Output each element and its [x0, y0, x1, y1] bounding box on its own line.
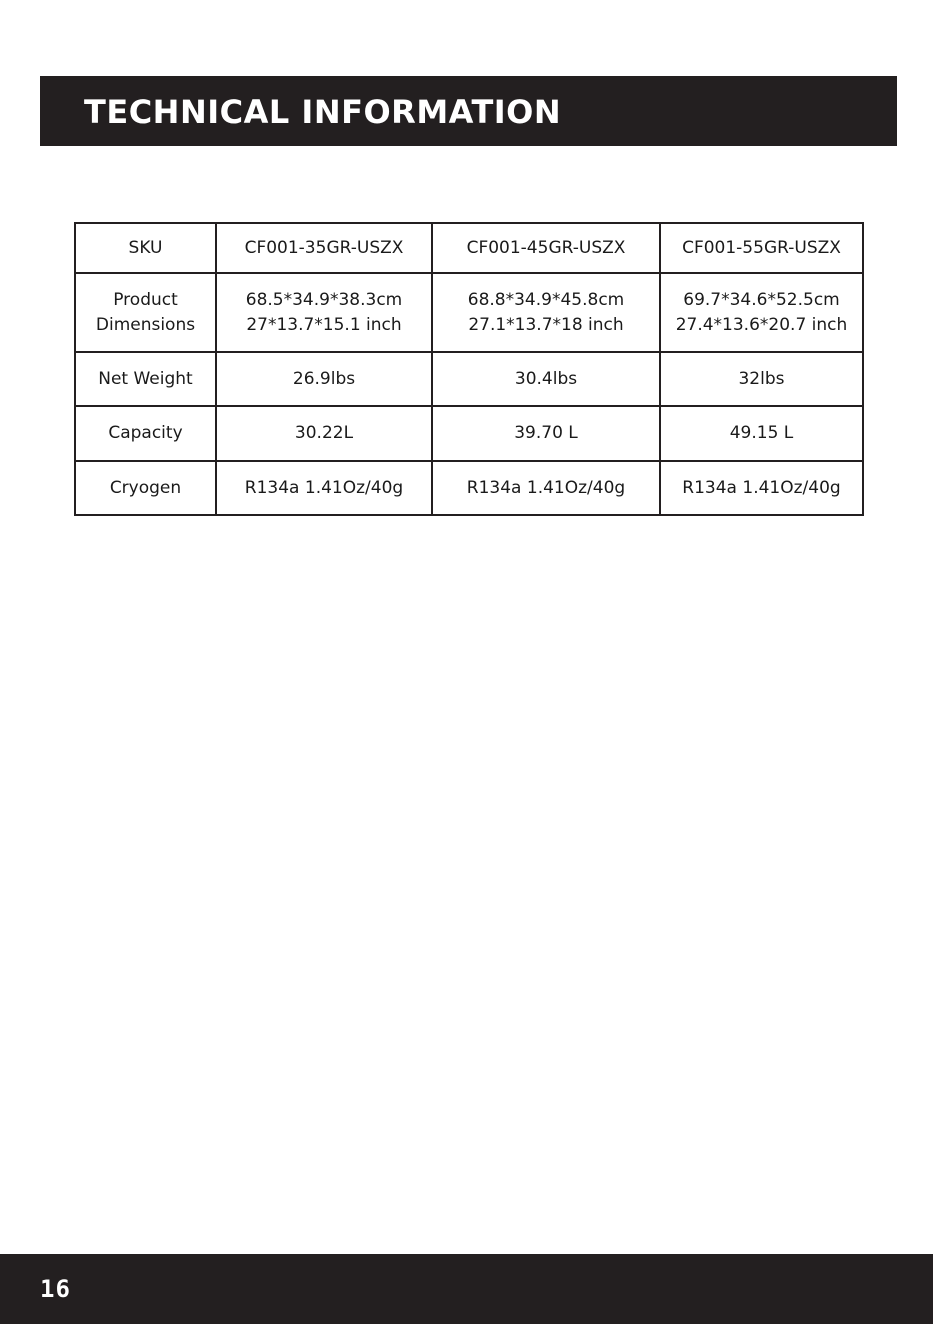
- capacity-value: 39.70 L: [514, 423, 578, 443]
- row-label-cell: [75, 273, 216, 352]
- dimensions-cm: 68.5*34.9*38.3cm: [245, 289, 403, 310]
- table-row-dimensions: [75, 273, 863, 352]
- net-weight-value: 30.4lbs: [514, 368, 578, 389]
- technical-spec-table: [74, 222, 864, 516]
- cryogen-value: R134a 1.41Oz/40g: [244, 477, 404, 498]
- net-weight-cell: [660, 352, 863, 406]
- page-number: 16: [40, 1275, 71, 1303]
- dimensions-cell: [660, 273, 863, 352]
- capacity-value: 30.22L: [294, 423, 354, 443]
- sku-cell: [432, 223, 660, 273]
- capacity-value: 49.15 L: [729, 423, 794, 443]
- row-label: Cryogen: [109, 477, 182, 498]
- row-label: Capacity: [108, 423, 183, 443]
- table-row-cryogen: [75, 461, 863, 515]
- dimensions-inch: 27*13.7*15.1 inch: [246, 314, 402, 335]
- sku-value: CF001-55GR-USZX: [682, 237, 841, 258]
- capacity-cell: [660, 406, 863, 461]
- cryogen-value: R134a 1.41Oz/40g: [682, 477, 841, 498]
- row-label-cell: [75, 461, 216, 515]
- footer-bar: [0, 1254, 933, 1324]
- cryogen-cell: [660, 461, 863, 515]
- dimensions-cell: [432, 273, 660, 352]
- page-title: TECHNICAL INFORMATION: [84, 93, 562, 131]
- sku-cell: [660, 223, 863, 273]
- net-weight-cell: [432, 352, 660, 406]
- capacity-cell: [216, 406, 432, 461]
- row-label-cell: [75, 223, 216, 273]
- row-label: Net Weight: [98, 368, 193, 389]
- row-label-cell: [75, 352, 216, 406]
- cryogen-cell: [216, 461, 432, 515]
- header-bar: [40, 76, 897, 146]
- net-weight-cell: [216, 352, 432, 406]
- net-weight-value: 26.9lbs: [292, 368, 356, 389]
- sku-value: CF001-45GR-USZX: [466, 237, 626, 258]
- dimensions-cm: 68.8*34.9*45.8cm: [467, 289, 625, 310]
- sku-value: CF001-35GR-USZX: [244, 237, 404, 258]
- row-label-line: Dimensions: [95, 314, 196, 335]
- cryogen-value: R134a 1.41Oz/40g: [466, 477, 626, 498]
- row-label-line: Product: [113, 289, 178, 310]
- dimensions-inch: 27.4*13.6*20.7 inch: [675, 314, 848, 335]
- row-label-cell: [75, 406, 216, 461]
- row-label: SKU: [128, 237, 163, 258]
- capacity-cell: [432, 406, 660, 461]
- dimensions-cell: [216, 273, 432, 352]
- table-row-net-weight: [75, 352, 863, 406]
- dimensions-cm: 69.7*34.6*52.5cm: [683, 289, 840, 310]
- cryogen-cell: [432, 461, 660, 515]
- table-row-sku: [75, 223, 863, 273]
- sku-cell: [216, 223, 432, 273]
- table-row-capacity: [75, 406, 863, 461]
- dimensions-inch: 27.1*13.7*18 inch: [468, 314, 624, 335]
- net-weight-value: 32lbs: [738, 368, 785, 389]
